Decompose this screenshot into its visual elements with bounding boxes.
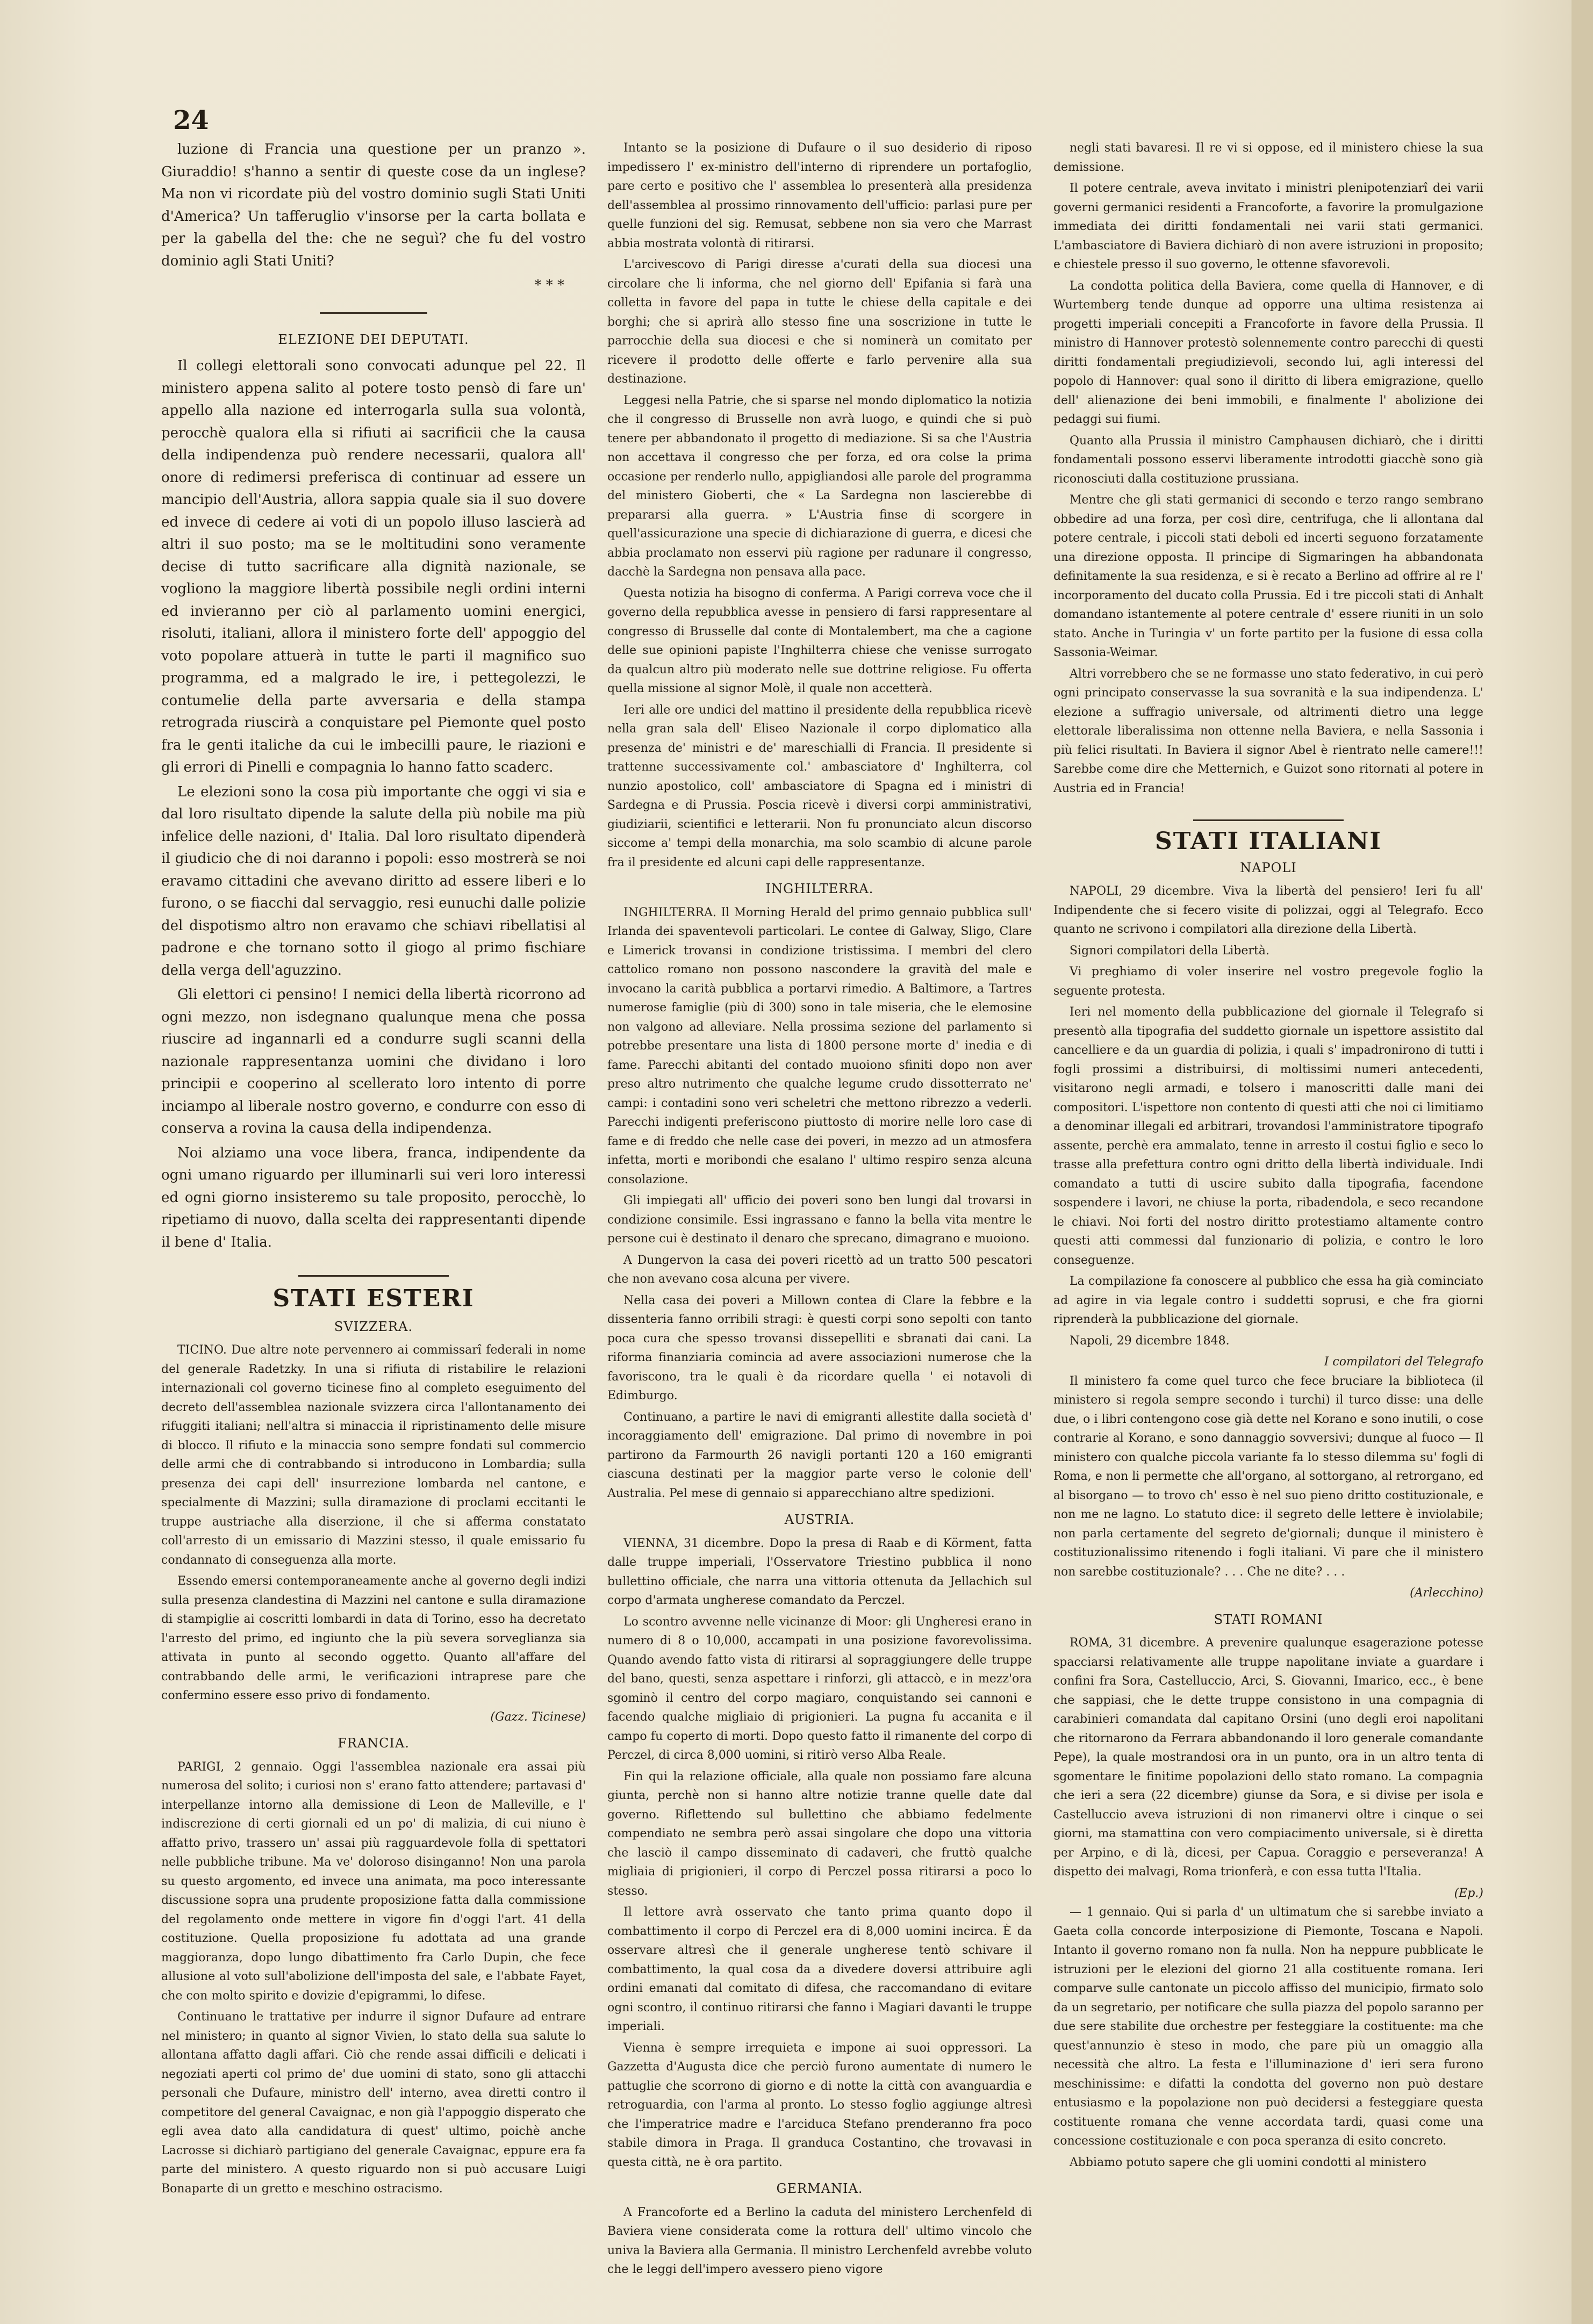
column-2 [607,139,1032,2276]
section-title: STATI ITALIANI [1154,828,1382,855]
paragraph: L'arcivescovo di Parigi diresse a'curati della sua diocesi una circolare che li informa, che nel giorno dell' Epifania si farà una colletta in favore del papa in tutte le chiese della capitale e dei borghi; che si aprirà allo stesso fine una soscrizione in tutte le parrocchie della sua diocesi e che si nominerà un comitato per ricevere il prodotto delle offerte e farlo pervenire alla sua destinazione. [607,258,1032,386]
paragraph: Questa notizia ha bisogno di conferma. A Parigi correva voce che il governo della repubblica avesse in pensiero di farsi rappresentare al congresso di Brusselle dal conte di Montalembert, ma che a cagione delle sue opinioni papiste l'Inghilterra chiese che venisse surrogato da qualcun altro più moderato nelle sue dottrine religiose. Fu offerta quella missione al signor Molè, il quale non accetterà. [607,586,1032,695]
paragraph: Abbiamo potuto sapere che gli uomini condotti al ministero [1070,2155,1426,2169]
paragraph: luzione di Francia una questione per un pranzo ». Giuraddio! s'hanno a sentir di queste cose da un inglese? Ma non vi ricordate più del vostro dominio sugli Stati Uniti d'America? Un tafferuglio v'insorse per la carta bollata e per la gabella del the: che ne seguì? che fu del vostro dominio agli Stati Uniti? [161,141,586,269]
paragraph: La condotta politica della Baviera, come quella di Hannover, e di Wurtemberg tende dunque ad opporre una ultima resistenza ai progetti imperiali concepiti a Francoforte in favore della Prussia. Il ministro di Hannover protestò solennemente contro parecchi di questi diritti fondamentali pregiudizievoli, secondo lui, agli interessi del popolo di Hannover: qual sono il diritto di libera emigrazione, quello dell' alienazione dei beni immobili, e finalmente l' abolizione dei pedaggi sui fiumi. [1053,279,1483,426]
article-heading: ELEZIONE DEI DEPUTATI. [278,332,469,347]
signature: I compilatori del Telegrafo [1324,1355,1483,1369]
paragraph: Nella casa dei poveri a Millown contea di Clare la febbre e la dissenteria fanno orribili stragi: è questi corpi sono sepolti con tanto poca cura che spesso trovansi dissepelliti e sbranati dai cani. La riforma finanziaria comincia ad avere associazioni numerose che la favoriscono, tra le quali è da ricordare quella ' ei notavoli di Edimburgo. [607,1293,1032,1402]
paragraph: Essendo emersi contemporaneamente anche al governo degli indizi sulla presenza clandestina di Mazzini nel cantone e sulla diramazione di stampiglie ai coscritti lombardi in data di Torino, esso ha decretato l'arresto del primo, ed ingiunto che la più severa sorveglianza sia attivata in punto al secondo oggetto. Quanto all'affare del contrabbando delle armi, le verificazioni intraprese pare che confermino essere esso privo di fondamento. [161,1574,586,1702]
section-title: STATI ESTERI [272,1285,475,1312]
paragraph: PARIGI, 2 gennaio. Oggi l'assemblea nazionale era assai più numerosa del solito; i curiosi non s' erano fatto attendere; partavasi d' interpellanze intorno alla demissione di Leon de Malleville, e l' indiscrezione di certi giornali ed un po' di malizia, di cui niuno è affatto privo, trassero un' assai più ragguardevole folla di spettatori nelle pubbliche tribune. Ma ve' doloroso disinganno! Non una parola su questo argomento, ed invece una animata, ma poco interessante discussione sopra una prudente proposizione fatta dalla commissione del regolamento onde mettere in vigore fin d'oggi l'art. 41 della costituzione. Quella proposizione fu adottata ad una grande maggioranza, dopo lungo dibattimento fra Carlo Dupin, che fece allusione al voto sull'abolizione dell'imposta del sale, e l'abbate Fayet, che con molto spirito e dovizie d'epigrammi, lo difese. [161,1760,586,2003]
paragraph: TICINO. Due altre note pervennero ai commissarî federali in nome del generale Radetzky. In una si rifiuta di ristabilire le relazioni internazionali col governo ticinese fino al completo eseguimento del decreto dell'assemblea nazionale svizzera circa l'allontanamento dei rifuggiti italiani; nell'altra si minaccia il ripristinamento delle misure di blocco. Il rifiuto e la minaccia sono sempre fondati sul commercio delle armi che di contrabbando si introducono in Lombardia; sulla presenza dei capi dell' insurrezione lombarda nel cantone, e specialmente di Mazzini; sulla diramazione di proclami eccitanti le truppe austriache alla diserzione, il che si afferma constatato coll'arresto di un emissario di Mazzini stesso, il quale emissario fu condannato di conseguenza alla morte. [161,1343,586,1567]
column-1 [161,139,586,2196]
column-3 [1053,139,1483,2181]
paragraph: Il lettore avrà osservato che tanto prima quanto dopo il combattimento il corpo di Perczel era di 8,000 uomini incirca. È da osservare altresì che il generale ungherese tentò schivare il combattimento, la qual cosa da a divedere doversi attribuire agli ordini emanati dal comitato di difesa, che raccomandano di evitare ogni scontro, il continuo ritirarsi che fanno i Magiari davanti le truppe imperiali. [607,1905,1032,2033]
dateline: Napoli, 29 dicembre 1848. [1070,1334,1230,1348]
paragraph: negli stati bavaresi. Il re vi si oppose, ed il ministero chiese la sua demissione. [1053,141,1483,174]
paragraph: Intanto se la posizione di Dufaure o il suo desiderio di riposo impedissero l' ex-ministro dell'interno di riprendere un portafoglio, pare certo e positivo che l' assemblea lo presenterà alla presidenza dell'assemblea al prossimo rinnovamento dell'ufficio: parlasi pure per quelle funzioni del sig. Remusat, sebbene non sia vero che Marrast abbia mostrata volontà di ritirarsi. [607,141,1032,250]
page-edge [1572,0,1593,2324]
subsection-title: SVIZZERA. [334,1319,413,1334]
subsection-title: FRANCIA. [338,1736,410,1751]
paragraph: Gli elettori ci pensino! I nemici della libertà ricorrono ad ogni mezzo, non isdegnano qualunque mena che possa riuscire ad ingannarli ed a condurre sugli scanni della nazionale rappresentanza uomini che dividano i loro principii e cooperino al scellerato loro intento di porre inciampo al liberale nostro governo, e condurre con esso di conserva a rovina la causa della indipendenza. [161,987,586,1136]
subsection-title: GERMANIA. [776,2181,863,2196]
paragraph: Continuano le trattative per indurre il signor Dufaure ad entrare nel ministero; in quanto al signor Vivien, lo stato della sua salute lo allontana affatto dagli affari. Ciò che rende assai difficili e delicati i negoziati aperti col primo de' due uomini di stato, sono gli attacchi personali che Dufaure, ministro dell' interno, avea diretti contro il competitore del general Cavaignac, e non già l'appoggio disperato che egli avea dato alla candidatura di quest' ultimo, poichè anche Lacrosse si dichiarò partigiano del generale Cavaignac, eppure era fa parte del ministero. A questo riguardo non si può accusare Luigi Bonaparte di un gretto e meschino ostracismo. [161,2010,586,2196]
source-attribution: (Arlecchino) [1410,1586,1483,1600]
paragraph: VIENNA, 31 dicembre. Dopo la presa di Raab e di Körment, fatta dalle truppe imperiali, l'Osservatore Triestino pubblica il nono bullettino officiale, che narra una vittoria ottenuta da Jellachich sul corpo d'armata ungherese comandato da Perczel. [607,1536,1032,1607]
paragraph: La compilazione fa conoscere al pubblico che essa ha già cominciato ad agire in via legale contro i suddetti soprusi, e che fra giorni riprenderà la pubblicazione del giornale. [1053,1275,1483,1326]
paragraph: Altri vorrebbero che se ne formasse uno stato federativo, in cui però ogni principato conservasse la sua sovranità e la sua indipendenza. L' elezione a suffragio universale, od altrimenti dietro una legge elettorale liberalissima non ottenne nella Baviera, e nella Sassonia i più felici risultati. In Baviera il signor Abel è rientrato nelle camere!!! Sarebbe come dire che Metternich, e Guizot sono ritornati al potere in Austria ed in Francia! [1053,667,1483,795]
paragraph: Noi alziamo una voce libera, franca, indipendente da ogni umano riguardo per illuminarli sui veri loro interessi ed ogni giorno insisteremo su tale proposito, perocchè, lo ripetiamo di nuovo, dalla scelta dei rappresentanti dipende il bene d' Italia. [161,1145,586,1250]
paragraph: Le elezioni sono la cosa più importante che oggi vi sia e dal loro risultato dipende la salute della più nobile ma più infelice delle nazioni, d' Italia. Dal loro risultato dipenderà il giudicio che di noi daranno i popoli: esso mostrerà se noi eravamo cittadini che avevano diritto ad essere liberi e lo furono, o se fiacchi dal servaggio, resi eunuchi dalle polizie del dispotismo altro non eravamo che schiavi ribellatisi al padrone e che tornano sotto il giogo al primo fischiare della verga dell'aguzzino. [161,783,586,978]
paragraph: Gli impiegati all' ufficio dei poveri sono ben lungi dal trovarsi in condizione consimile. Essi ingrassano e fanno la bella vita mentre le persone cui è destinato il denaro che sprecano, dimagrano e muoiono. [607,1194,1032,1246]
source-attribution: (Gazz. Ticinese) [490,1710,586,1724]
paragraph: A Dungervon la casa dei poveri ricettò ad un tratto 500 pescatori che non avevano cosa alcuna per vivere. [607,1253,1032,1286]
paragraph: ROMA, 31 dicembre. A prevenire qualunque esagerazione potesse spacciarsi relativamente alle truppe napolitane inviate a guardare i confini fra Sora, Castelluccio, Arci, S. Giovanni, Imarico, ecc., è bene che sappiasi, che le dette truppe consistono in una compagnia di carabinieri comandata dal capitano Orsini (uno degli eroi napolitani che ritornarono da Ferrara abbandonando il loro generale comandante Pepe), la quale mostrandosi ora in un punto, ora in un altro tenta di sgomentare le finitime popolazioni dello stato romano. La compagnia che ieri a sera (22 dicembre) giunse da Sora, e si divise per isola e Castelluccio aveva istruzioni di non rimanervi oltre i cinque o sei giorni, ma stamattina con vero compiacimento universale, si è diretta per Arpino, e di là, dicesi, per Capua. Coraggio e perseveranza! A dispetto dei malvagi, Roma trionferà, e con essa tutta l'Italia. [1053,1636,1483,1879]
subsection-title: AUSTRIA. [784,1512,855,1527]
divider [298,1275,449,1277]
subsection-title: INGHILTERRA. [765,881,874,896]
source-attribution: (Ep.) [1454,1886,1483,1900]
paragraph: Leggesi nella Patrie, che si sparse nel mondo diplomatico la notizia che il congresso di Brusselle non avrà luogo, e quindi che si può tenere per abbandonato il progetto di mediazione. Si sa che l'Austria non accettava il congresso che per forza, ed ora colse la prima occasione per renderlo nullo, appigliandosi alle parole del programma del ministero Gioberti, che « La Sardegna non lascierebbe di prepararsi alla guerra. » L'Austria finse di scorgere in quell'assicurazione una specie di dichiarazione di guerra, e dicesi che abbia proclamato non esservi più ragione per radunare il congresso, dacchè la Sardegna non pensava alla pace. [607,393,1032,579]
paragraph: — 1 gennaio. Qui si parla d' un ultimatum che si sarebbe inviato a Gaeta colla concorde interposizione di Piemonte, Toscana e Napoli. Intanto il governo romano non fa nulla. Non ha neppure pubblicate le istruzioni per le elezioni del giorno 21 alla costituente romana. Ieri comparve sulle cantonate un piccolo affisso del municipio, firmato solo da un segretario, per notificare che sulla piazza del popolo saranno per due sere stabilite due orchestre per festeggiare la costituente: ma che quest'annunzio è steso in modo, che pare più un omaggio alla necessità che altro. La festa e l'illuminazione d' ieri sera furono meschinissime: e difatti la condotta del governo non può destare entusiasmo e la popolazione non può decidersi a festeggiare questa costituente romana che venne accordata tardi, quasi come una concessione costituzionale e con poca speranza di esito concreto. [1053,1905,1483,2148]
separator-stars: * * * [534,277,564,293]
paragraph: Signori compilatori della Libertà. [1070,944,1269,958]
paragraph: Ieri alle ore undici del mattino il presidente della repubblica ricevè nella gran sala dell' Eliseo Nazionale il corpo diplomatico alla presenza de' ministri e de' mareschialli di Francia. Il presidente si trattenne successivamente col.' ambasciatore d' Inghilterra, col nunzio apostolico, coll' ambasciatore di Spagna ed i ministri di Sardegna e di Prussia. Poscia ricevè i diversi corpi amministrativi, giudiziarii, scientifici e letterarii. Non fu pronunciato alcun discorso siccome a' tempi della monarchia, ma solo scambio di alcune parole fra il presidente ed alcuni capi delle rappresentanze. [607,703,1032,869]
divider [320,312,427,314]
paragraph: NAPOLI, 29 dicembre. Viva la libertà del pensiero! Ieri fu all' Indipendente che si fecero visite di polizzai, oggi al Telegrafo. Ecco quanto ne scrivono i compilatori alla direzione della Libertà. [1053,884,1483,936]
paragraph: Ieri nel momento della pubblicazione del giornale il Telegrafo si presentò alla tipografia del suddetto giornale un ispettore assistito dal cancelliere e da un guardia di polizia, i quali s' impadronirono di tutti i fogli prossimi a distribuirsi, di moltissimi numeri antecedenti, visitarono negli armadi, e tolsero i manoscritti dalle mani dei compositori. L'ispettore non contento di questi atti che noi ci limitiamo a denominar illegali ed arbitrari, trovandosi l'amministratore tipografo assente, perchè era ammalato, tenne in arresto il costui figlio e seco lo trasse alla prefettura contro ogni dritto della libertà individuale. Indi comandato a tutti di uscire subito dalla tipografia, facendone sospendere i lavori, ne chiuse la porta, ribadendola, e seco recandone le chiavi. Noi forti del nostro diritto protestiamo altamente contro questi atti commessi dal funzionario di polizia, e contro le loro conseguenze. [1053,1005,1483,1267]
divider [1193,819,1344,821]
paragraph: Vienna è sempre irrequieta e impone ai suoi oppressori. La Gazzetta d'Augusta dice che perciò furono aumentate di numero le pattuglie che scorrono di giorno e di notte la città con avanguardia e retroguardia, con l'arma al pronto. Lo stesso foglio aggiunge altresì che l'imperatrice madre e l'arciduca Stefano prenderanno fra poco stabile dimora in Praga. Il granduca Costantino, che trovavasi in questa città, ne è ora partito. [607,2041,1032,2169]
page-number: 24 [173,105,209,135]
paragraph: Fin qui la relazione officiale, alla quale non possiamo fare alcuna giunta, perchè non si hanno altre notizie tranne quelle date dal governo. Riflettendo sul bullettino che abbiamo fedelmente compendiato ne sembra però assai singolare che dopo una vittoria che lasciò il campo disseminato di cadaveri, che fruttò qualche migliaia di prigionieri, il corpo di Perczel possa ritirarsi a poco lo stesso. [607,1769,1032,1898]
paragraph: Vi preghiamo di voler inserire nel vostro pregevole foglio la seguente protesta. [1053,965,1483,998]
paragraph: Il ministero fa come quel turco che fece bruciare la biblioteca (il ministero si regola sempre secondo i turchi) il turco disse: una delle due, o i libri contengono cose già dette nel Korano e sono inutili, o cose contrarie al Korano, e sono dannaggio sovversivi; dunque al fuoco — Il ministero con qualche piccola variante fa lo stesso dilemma su' fogli di Roma, e non li permette che all'organo, al sottorgano, al retrorgano, ed al bisorgano — to trovo ch' esso è nel suo pieno dritto costituzionale, e non me ne lagno. Lo statuto dice: il segreto delle lettere è inviolabile; non parla certamente del segreto de'giornali; dunque il ministero è costituzionalissimo ritenendo i fogli italiani. Vi pare che il ministero non sarebbe costituzionale? . . . Che ne dite? . . . [1053,1374,1483,1579]
paragraph: A Francoforte ed a Berlino la caduta del ministero Lerchenfeld di Baviera viene considerata come la rottura dell' ultimo vincolo che univa la Baviera alla Germania. Il ministro Lerchenfeld avrebbe voluto che le leggi dell'impero avessero pieno vigore [607,2205,1032,2276]
paragraph: Il potere centrale, aveva invitato i ministri plenipotenziarî dei varii governi germanici residenti a Francoforte, a favorire la promulgazione immediata dei diritti fondamentali nei varii stati germanici. L'ambasciatore di Baviera dichiarò di non avere istruzioni in proposito; e chiestele presso il suo governo, le ottenne sfavorevoli. [1053,182,1483,271]
subsection-title: STATI ROMANI [1214,1611,1323,1627]
paragraph: Continuano, a partire le navi di emigranti allestite dalla società d' incoraggiamento dell' emigrazione. Dal primo di novembre in poi partirono da Farmourth 26 navigli portanti 120 a 160 emigranti ciascuna destinati per la maggior parte verso le colonie dell' Australia. Pel mese di gennaio si apparecchiano altre spedizioni. [607,1410,1032,1500]
paragraph: Quanto alla Prussia il ministro Camphausen dichiarò, che i diritti fondamentali possono esservi liberamente introdotti giacchè sono già riconosciuti dalla costituzione prussiana. [1053,434,1483,486]
paragraph: Mentre che gli stati germanici di secondo e terzo rango sembrano obbedire ad una forza, per così dire, centrifuga, che li allontana dal potere centrale, i piccoli stati deboli ed incerti seguono forzatamente una direzione opposta. Il principe di Sigmaringen ha abbandonata definitamente la sua residenza, e si è recato a Berlino ad offrire al re l' incorporamento del ducato colla Prussia. Ed i tre piccoli stati di Anhalt domandano istantemente al potere centrale d' essere riuniti in un solo stato. Anche in Turingia v' un forte partito per la fusione di essa colla Sassonia-Weimar. [1053,493,1483,659]
paragraph: Il collegi elettorali sono convocati adunque pel 22. Il ministero appena salito al potere tosto pensò di fare un' appello alla nazione ed interrogarla sulla sua volontà, perocchè qualora ella si rifiuti ai sacrificii che la causa della indipendenza può rendere necessarii, qualora all' onore di redimersi preferisca di continuar ad essere un mancipio dell'Austria, allora sappia quale sia il suo dovere ed invece di cedere ai voti di un popolo illuso lascierà ad altri il suo posto; ma se le moltitudini sono veramente decise di tutto sacrificare alla dignità nazionale, se vogliono la maggiore libertà possibile negli ordini interni ed invieranno per ciò al parlamento uomini energici, risoluti, italiani, allora il ministero forte dell' appoggio del voto popolare attuerà in tutte le parti il magnifico suo programma, ed a malgrado le ire, i pettegolezzi, le contumelie della parte avversaria e della stampa retrograda riuscirà a conquistare pel Piemonte quel posto fra le genti italiche da cui le imbecilli paure, le riazioni e gli errori di Pinelli e compagnia lo hanno fatto scaderc. [161,358,586,775]
subsection-title: NAPOLI [1240,860,1297,875]
paragraph: INGHILTERRA. Il Morning Herald del primo gennaio pubblica sull' Irlanda dei spaventevoli particolari. Le contee di Galway, Sligo, Clare e Limerick trovansi in condizione tristissima. I membri del clero cattolico romano non possono nascondere la gravità del male e invocano la carità pubblica a portarvi rimedio. A Baltimore, a Tartres numerose famiglie (più di 300) sono in tale miseria, che le elemosine non valgono ad alleviare. Nella prossima sezione del parlamento si potrebbe presentare una lista di 1800 persone morte d' inedia e di fame. Parecchi abitanti del contado muoiono sfiniti dopo non aver preso altro nutrimento che qualche legume crudo dissotterrato ne' campi: i contadini sono veri scheletri che mettono ribrezzo a vederli. Parecchi indigenti preferiscono piuttosto di morire nelle loro case di fame e di freddo che nelle case dei poveri, in mezzo ad un atmosfera infetta, morti e moribondi che esalano l' ultimo respiro senza alcuna consolazione. [607,905,1032,1186]
paragraph: Lo scontro avvenne nelle vicinanze di Moor: gli Ungheresi erano in numero di 8 o 10,000, accampati in una posizione favorevolissima. Quando avendo fatto vista di ritirarsi al sopraggiungere delle truppe del bano, questi, senza aspettare i rinforzi, gli attaccò, e in mezz'ora sgominò il centro del corpo magiaro, conquistando sei cannoni e facendo qualche migliaio di prigionieri. La pugna fu accanita e il campo fu coperto di morti. Dopo questo fatto il rimanente del corpo di Perczel, di circa 8,000 uomini, si ritirò verso Alba Reale. [607,1615,1032,1762]
